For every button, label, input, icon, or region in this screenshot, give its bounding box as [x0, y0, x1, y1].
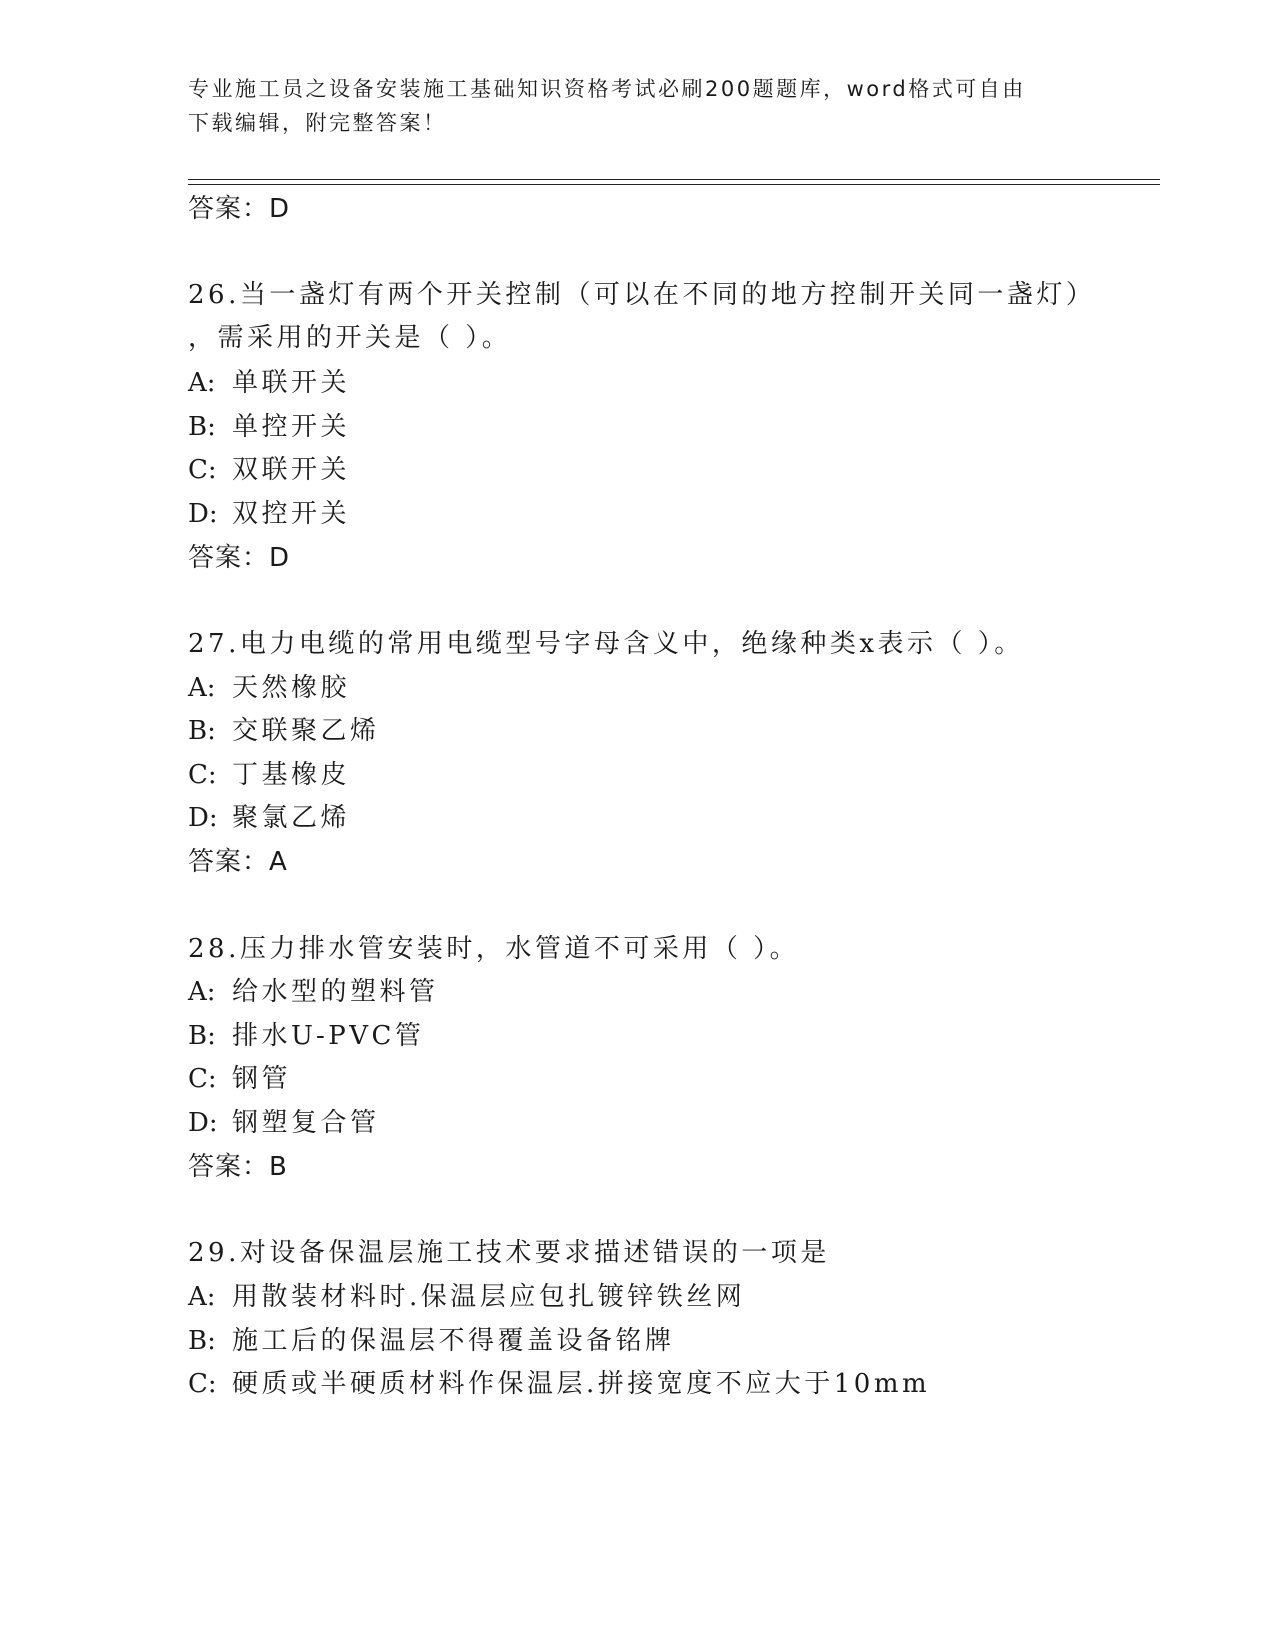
option-key: A:: [188, 673, 216, 703]
option-text: 给水型的塑料管: [232, 977, 439, 1007]
option-text: 丁基橡皮: [232, 760, 351, 790]
option-text: 聚氯乙烯: [232, 803, 351, 833]
answer-label: 答案：: [188, 194, 270, 224]
option-text: 施工后的保温层不得覆盖设备铭牌: [232, 1326, 675, 1356]
option-text: 双联开关: [232, 455, 351, 485]
q28-option-c: [188, 1058, 291, 1095]
option-key: C:: [188, 760, 217, 790]
q27-option-c: [188, 754, 350, 791]
option-key: C:: [188, 1369, 217, 1399]
option-key: C:: [188, 1064, 217, 1094]
option-text: 双控开关: [232, 499, 351, 529]
answer-value: D: [269, 194, 291, 224]
option-key: A:: [188, 1282, 216, 1312]
answer-prev: [188, 188, 290, 225]
q26-option-a: [188, 362, 350, 399]
question-26-line-1: 26.当一盏灯有两个开关控制（可以在不同的地方控制开关同一盏灯）: [188, 280, 1096, 310]
option-key: B:: [188, 1021, 216, 1051]
question-29-line-1: 29.对设备保温层施工技术要求描述错误的一项是: [188, 1238, 830, 1268]
question-26-line-2: ，需采用的开关是（ ）。: [188, 323, 512, 353]
header-line-2: 下载编辑，附完整答案！: [188, 111, 447, 135]
option-key: D:: [188, 803, 218, 833]
option-text: 钢管: [232, 1064, 292, 1094]
option-text: 交联聚乙烯: [232, 716, 380, 746]
option-text: 排水U-PVC管: [232, 1021, 425, 1051]
answer-26: [188, 537, 290, 574]
option-text: 天然橡胶: [232, 673, 351, 703]
q28-option-d: [188, 1102, 380, 1139]
q26-option-d: [188, 493, 350, 530]
answer-value: D: [269, 543, 291, 573]
answer-label: 答案：: [188, 1152, 270, 1182]
answer-label: 答案：: [188, 847, 270, 877]
header-divider-bottom: [188, 184, 1160, 185]
document-header: [188, 72, 1068, 140]
q26-option-b: [188, 406, 350, 443]
question-28-line-1: 28.压力排水管安装时，水管道不可采用（ ）。: [188, 934, 800, 964]
option-text: 钢塑复合管: [232, 1108, 380, 1138]
option-key: B:: [188, 1326, 216, 1356]
q29-option-b: [188, 1320, 675, 1357]
option-key: D:: [188, 1108, 218, 1138]
q28-option-a: [188, 971, 439, 1008]
header-line-1: 专业施工员之设备安装施工基础知识资格考试必刷200题题库，word格式可自由: [188, 77, 1026, 101]
option-key: C:: [188, 455, 217, 485]
answer-28: [188, 1146, 288, 1183]
answer-27: [188, 841, 288, 878]
option-key: B:: [188, 412, 216, 442]
option-text: 用散装材料时.保温层应包扎镀锌铁丝网: [232, 1282, 746, 1312]
q27-option-a: [188, 667, 350, 704]
option-text: 硬质或半硬质材料作保温层.拼接宽度不应大于10mm: [232, 1369, 931, 1399]
option-key: B:: [188, 716, 216, 746]
answer-value: B: [269, 1152, 288, 1182]
option-text: 单联开关: [232, 368, 351, 398]
answer-label: 答案：: [188, 543, 270, 573]
q28-option-b: [188, 1015, 424, 1052]
q26-option-c: [188, 449, 350, 486]
option-key: A:: [188, 368, 216, 398]
option-text: 单控开关: [232, 412, 351, 442]
header-divider-top: [188, 179, 1160, 180]
answer-value: A: [269, 847, 288, 877]
option-key: D:: [188, 499, 218, 529]
question-27-line-1: 27.电力电缆的常用电缆型号字母含义中，绝缘种类x表示（ ）。: [188, 629, 1024, 659]
q27-option-b: [188, 710, 380, 747]
option-key: A:: [188, 977, 216, 1007]
q29-option-c: [188, 1363, 930, 1400]
q29-option-a: [188, 1276, 745, 1313]
q27-option-d: [188, 797, 350, 834]
